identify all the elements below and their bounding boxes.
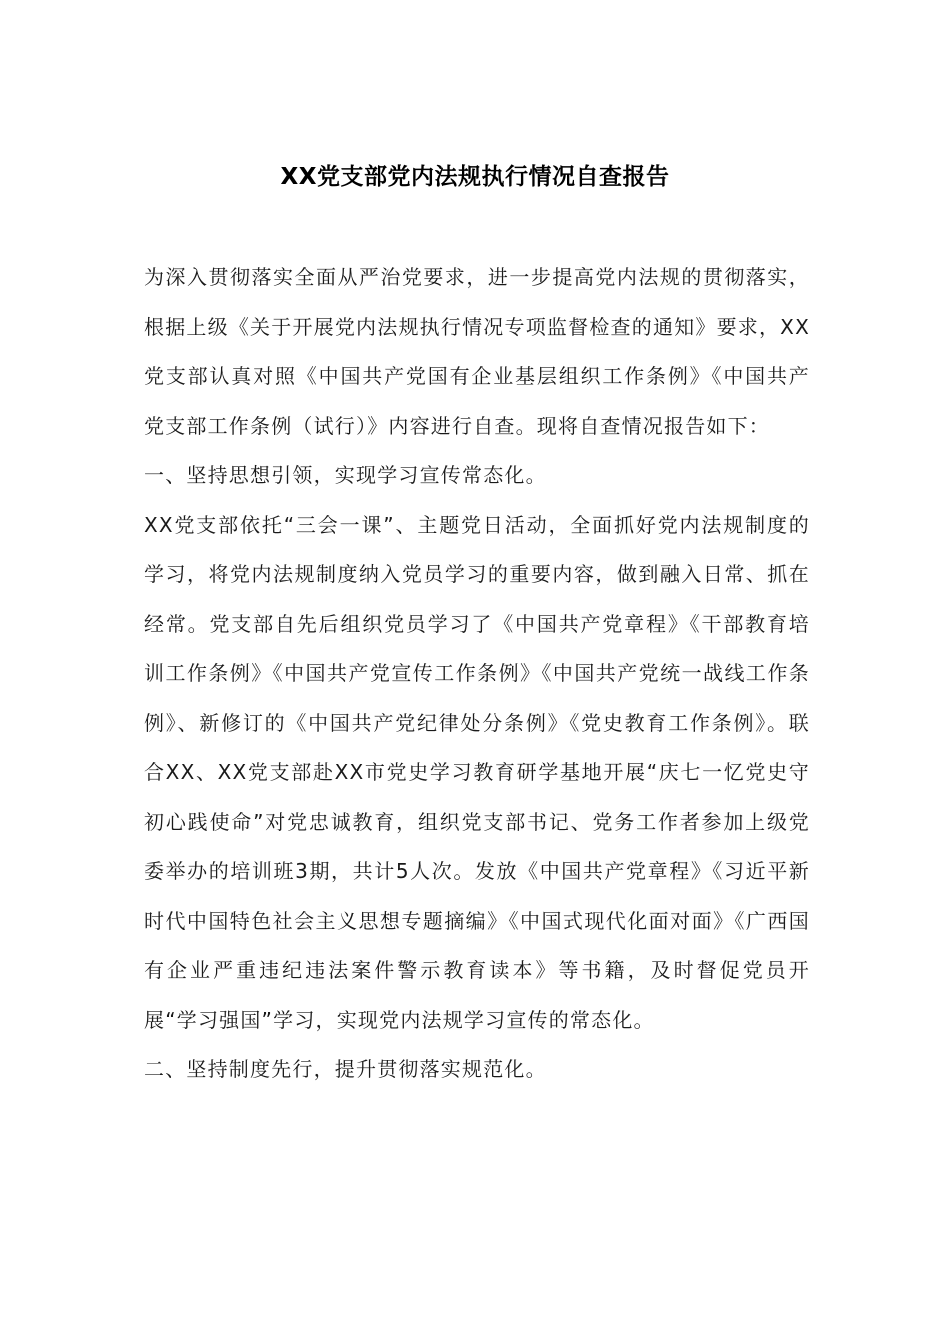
intro-paragraph: 为深入贯彻落实全面从严治党要求，进一步提高党内法规的贯彻落实，根据上级《关于开展党内法规执行情况专项监督检查的通知》要求，XX党支部认真对照《中国共产党国有企业基层组织工作条例》《中国共产党支部工作条例（试行）》内容进行自查。现将自查情况报告如下：	[144, 265, 810, 438]
section-paragraph-1: XX党支部依托“三会一课”、主题党日活动，全面抓好党内法规制度的学习，将党内法规制度纳入党员学习的重要内容，做到融入日常、抓在经常。党支部自先后组织党员学习了《中国共产党章程》《干部教育培训工作条例》《中国共产党宣传工作条例》《中国共产党统一战线工作条例》、新修订的《中国共产党纪律处分条例》《党史教育工作条例》。联合XX、XX党支部赴XX市党史学习教育研学基地开展“庆七一忆党史守初心践使命”对党忠诚教育，组织党支部书记、党务工作者参加上级党委举办的培训班3期，共计5人次。发放《中国共产党章程》《习近平新时代中国特色社会主义思想专题摘编》《中国式现代化面对面》《广西国有企业严重违纪违法案件警示教育读本》等书籍，及时督促党员开展“学习强国”学习，实现党内法规学习宣传的常态化。	[144, 512, 810, 1032]
section-heading-1: 一、坚持思想引领，实现学习宣传常态化。	[144, 463, 547, 487]
document-title: XX党支部党内法规执行情况自查报告	[280, 164, 670, 190]
document-body	[144, 253, 810, 1095]
section-heading-2: 二、坚持制度先行，提升贯彻落实规范化。	[144, 1057, 547, 1081]
